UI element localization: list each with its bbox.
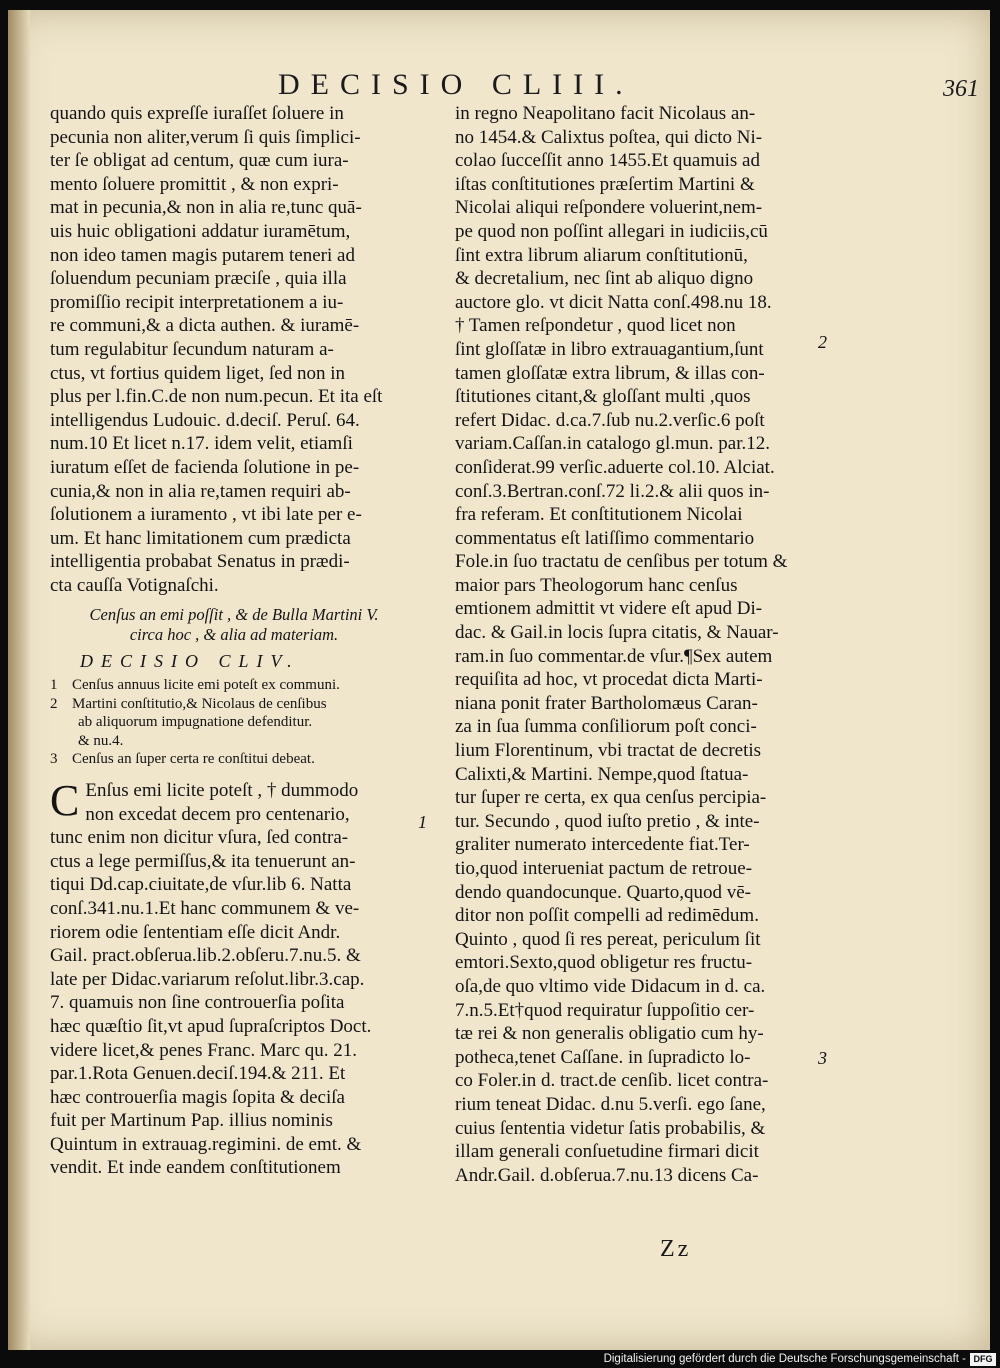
summary-number: 1 [50,677,58,694]
summary-text: & nu.4. [78,732,124,749]
text-line: hæc quæſtio ſit,vt apud ſupraſcriptos Doct. [50,1015,372,1037]
text-line: ſolutionem a iuramento , vt ibi late per e- [50,504,362,526]
margin-note-1: 1 [418,812,427,832]
argument-line: Cenſus an emi poſſit , & de Bulla Martini V. [89,605,379,625]
text-line: refert Didac. d.ca.7.ſub nu.2.verſic.6 poſt [455,409,765,431]
text-line: pecunia non aliter,verum ſi quis ſimplici- [50,126,361,148]
text-line: mat in pecunia,& non in alia re,tunc quā- [50,197,362,219]
summary-text: ab aliquorum impugnatione defenditur. [78,714,313,731]
footer-credit: Digitalisierung gefördert durch die Deutsche Forschungsgemeinschaft - [603,1353,966,1365]
text-line: illam generali conſuetudine firmari dicit [455,1141,759,1163]
margin-note-2: 2 [818,332,827,352]
text-line: requiſita ad hoc, vt procedat dicta Marti- [455,669,763,691]
text-line: fra referam. Et conſtitutionem Nicolai [455,504,743,526]
text-line: conſ.341.nu.1.Et hanc communem & ve- [50,897,360,919]
text-line: co Foler.in d. tract.de cenſib. licet contra- [455,1070,769,1092]
summary-line [50,750,418,769]
decision-body-text [50,775,418,1180]
text-line: intelligentia probabat Senatus in prædi- [50,551,350,573]
text-line: emtori.Sexto,quod obligetur res fructu- [455,952,753,974]
summary-text: Martini conſtitutio,& Nicolaus de cenſibus [72,695,327,712]
text-line: ctus a lege permiſſus,& ita tenuerunt an- [50,850,356,872]
text-line: potheca,tenet Caſſane. in ſupradicto lo- [455,1046,751,1068]
summary-line [50,695,418,714]
text-line: plus per l.fin.C.de non num.pecun. Et ita eſt [50,386,383,408]
text-line: tunc enim non dicitur vſura, ſed contra- [50,827,349,849]
text-line: ſint extra librum aliarum conſtitutionū, [455,244,748,266]
text-line: uis huic obligationi addatur iuramētum, [50,220,351,242]
summary-number: 2 [50,695,58,712]
text-line: dac. & Gail.in locis ſupra citatis, & Nauar- [455,622,779,644]
text-line: Enſus emi licite poteſt , † dummodo [85,779,359,801]
text-line: cta cauſſa Votignaſchi. [50,574,219,596]
summary-text: Cenſus annuus licite emi poteſt ex communi. [72,677,340,694]
text-line: in regno Neapolitano facit Nicolaus an- [455,103,756,124]
text-line: cuius ſententia videtur ſatis probabilis, & [455,1117,766,1139]
text-line: pe quod non poſſint allegari in iudiciis,cū [455,220,768,242]
text-line: tur. Secundo , quod iuſto pretio , & inte- [455,810,760,832]
text-line: mento ſoluere promittit , & non expri- [50,173,339,195]
text-line: oſa,de quo vltimo vide Didacum in d. ca. [455,975,766,997]
left-column-text [50,102,418,597]
text-line: cunia,& non in alia re,tamen requiri ab- [50,480,351,502]
text-line: conſ.3.Bertran.conſ.72 li.2.& alii quos in- [455,480,770,502]
text-line: late per Didac.variarum reſolut.libr.3.cap. [50,968,365,990]
text-line: tamen gloſſatæ extra librum, & illas con- [455,362,765,384]
text-line: ſoluendum pecuniam præciſe , quia illa [50,268,347,290]
book-page [8,10,990,1350]
text-line: tur ſuper re certa, ex qua cenſus percipia- [455,787,767,809]
text-line: conſiderat.99 verſic.aduerte col.10. Alciat. [455,456,775,478]
text-line: iſtas conſtitutiones præſertim Martini & [455,173,755,195]
text-line: par.1.Rota Genuen.deciſ.194.& 211. Et [50,1063,346,1085]
text-line: Gail. pract.obſerua.lib.2.obſeru.7.nu.5. & [50,945,361,967]
text-line: graliter numerato intercedente fiat.Ter- [455,834,750,856]
text-line: emtionem admittit vt videre eſt apud Di- [455,598,763,620]
page-number: 361 [943,76,979,102]
text-line: † Tamen reſpondetur , quod licet non [455,315,736,337]
summary-number: 3 [50,751,58,768]
text-line: tæ rei & non generalis obligatio cum hy- [455,1023,764,1045]
summary-list [50,676,418,769]
text-line: non excedat decem pro centenario, [85,803,350,825]
text-line: tio,quod interueniat pactum de retroue- [455,858,753,879]
dfg-logo: DFG [970,1353,996,1366]
summary-line [50,676,418,695]
text-line: Calixti,& Martini. Nempe,quod ſtatua- [455,763,749,785]
text-line: Nicolai aliqui reſpondere voluerint,nem- [455,197,763,219]
text-line: tiqui Dd.cap.ciuitate,de vſur.lib 6. Natta [50,874,352,896]
text-line: riorem odie ſententiam eſſe dicit Andr. [50,921,341,943]
text-line: 7. quamuis non ſine controuerſia poſita [50,992,345,1014]
text-line: lium Florentinum, vbi tractat de decretis [455,740,762,762]
digitization-footer [0,1350,1000,1368]
text-line: fuit per Martinum Pap. illius nominis [50,1110,333,1132]
margin-note-3: 3 [818,1048,827,1068]
summary-text: Cenſus an ſuper certa re conſtitui debeat. [72,751,315,768]
summary-line [50,713,418,732]
text-line: hæc controuerſia magis ſopita & deciſa [50,1086,345,1108]
text-line: intelligendus Ludouic. d.deciſ. Peruſ. 64. [50,409,360,431]
decisio-title: DECISIO CLIV. [80,651,300,672]
text-line: & decretalium, nec ſint ab aliquo digno [455,268,754,290]
text-line: auctore glo. vt dicit Natta conſ.498.nu 18. [455,291,772,313]
text-line: videre licet,& penes Franc. Marc qu. 21. [50,1039,358,1061]
text-line: ditor non poſſit compelli ad redimēdum. [455,905,759,927]
decision-body [50,775,418,1180]
running-title: DECISIO CLIII. [278,68,634,101]
text-line: no 1454.& Calixtus poſtea, qui dicto Ni- [455,126,763,148]
text-line: Quinto , quod ſi res pereat, periculum ſit [455,928,761,950]
text-line: Andr.Gail. d.obſerua.7.nu.13 dicens Ca- [455,1164,759,1186]
text-line: re communi,& a dicta authen. & iuramē- [50,315,360,337]
text-line: niana ponit frater Bartholomæus Caran- [455,692,758,714]
text-line: ſtitutiones citant,& gloſſant multi ,quos [455,386,751,408]
right-column-text [455,102,825,1187]
text-line: maior pars Theologorum hanc cenſus [455,574,738,596]
text-line: rium teneat Didac. d.nu 5.verſi. ego ſane, [455,1093,766,1115]
text-line: ter ſe obligat ad centum, quæ cum iura- [50,150,349,172]
text-line: non ideo tamen magis putarem teneri ad [50,244,355,266]
text-line: za in ſua ſumma conſiliorum poſt conci- [455,716,757,738]
text-line: um. Et hanc limitationem cum prædicta [50,527,351,549]
argument-line: circa hoc , & alia ad materiam. [129,625,339,645]
text-line: tum regulabitur ſecundum naturam a- [50,338,334,360]
initial-letter: C [50,775,80,825]
text-line: iuratum eſſet de facienda ſolutione in pe- [50,456,360,478]
text-line: num.10 Et licet n.17. idem velit, etiamſi [50,433,353,455]
text-line: 7.n.5.Et†quod requiratur ſuppoſitio cer- [455,999,755,1021]
text-line: ſint gloſſatæ in libro extrauagantium,ſunt [455,338,764,360]
page-gutter [8,10,30,1350]
right-column [455,102,825,1187]
text-line: Fole.in ſuo tractatu de cenſibus per totum & [455,551,788,573]
decision-argument [50,605,418,645]
text-line: colao ſucceſſit anno 1455.Et quamuis ad [455,150,760,172]
text-line: commentatus eſt latiſſimo commentario [455,527,755,549]
text-line: ram.in ſuo commentar.de vſur.¶Sex autem [455,645,773,667]
text-line: ctus, vt fortius quidem liget, ſed non in [50,362,345,384]
text-line: dendo quandocunque. Quarto,quod vē- [455,881,752,903]
text-line: variam.Caſſan.in catalogo gl.mun. par.12. [455,433,771,455]
text-line: vendit. Et inde eandem conſtitutionem [50,1157,341,1179]
text-line: Quintum in extrauag.regimini. de emt. & [50,1133,362,1155]
summary-line [50,732,418,751]
signature-mark: Zz [660,1236,692,1262]
text-line: quando quis expreſſe iuraſſet ſoluere in [50,103,344,124]
left-column [50,102,418,1180]
text-line: promiſſio recipit interpretationem a iu- [50,291,344,313]
